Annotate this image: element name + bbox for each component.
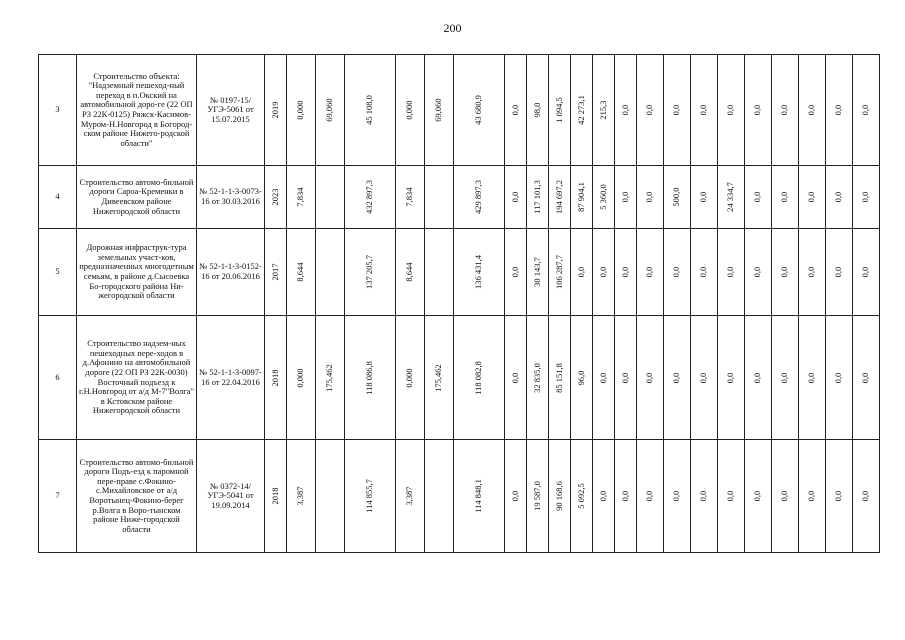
estimated-cost-text: 137 205,7 (364, 255, 375, 289)
financing-value-text: 24 334,7 (725, 182, 736, 212)
financing-value (571, 229, 593, 316)
estimated-cost-text: 118 086,8 (364, 360, 375, 395)
capacity-km-text: 0,000 (295, 367, 306, 388)
financing-value-text: 0,0 (597, 372, 608, 383)
financing-value (527, 229, 549, 316)
financing-value-text: 87 904,1 (575, 182, 586, 212)
financing-value (549, 440, 571, 553)
financing-value-text: 0,0 (806, 104, 817, 116)
financing-value (691, 440, 718, 553)
commission-year (265, 55, 287, 166)
row-number: 4 (39, 166, 77, 229)
capacity-km (287, 55, 316, 166)
financing-value (799, 316, 826, 440)
financing-value (853, 229, 880, 316)
financing-value (745, 229, 772, 316)
financing-value (637, 55, 664, 166)
financing-value-text: 0,0 (619, 191, 630, 203)
financing-value (593, 55, 615, 166)
financing-value-text: 0,0 (752, 191, 763, 203)
commission-year (265, 316, 287, 440)
expertise-document: № 52-1-1-3-0097-16 от 22.04.2016 (197, 316, 265, 440)
financing-value-text: 0,0 (725, 104, 736, 116)
commission-year-text: 2017 (269, 263, 280, 281)
financing-value (691, 229, 718, 316)
financing-value-text: 0,0 (698, 266, 709, 278)
financing-value-text: 194 697,2 (553, 180, 564, 214)
financing-value (505, 166, 527, 229)
expertise-document: № 52-1-1-3-0152-16 от 20.06.2016 (197, 229, 265, 316)
financing-value (664, 55, 691, 166)
financing-value-text: 0,0 (725, 372, 736, 383)
financing-value (826, 55, 853, 166)
financing-value (505, 440, 527, 553)
capacity-pm-text: 175,462 (324, 363, 335, 392)
financing-value-text: 0,0 (509, 372, 520, 383)
estimated-cost-text: 45 108,0 (364, 95, 375, 125)
financing-value (637, 440, 664, 553)
remaining-capacity-km-text: 8,644 (404, 262, 415, 282)
financing-value (718, 440, 745, 553)
financing-value-text: 0,0 (644, 490, 655, 502)
commission-year-text: 2018 (269, 369, 280, 386)
financing-value-text: 0,0 (619, 266, 630, 278)
financing-value-text: 500,0 (671, 187, 682, 207)
financing-value-text: 0,0 (698, 104, 709, 116)
remaining-capacity-km-text: 0,000 (404, 100, 415, 120)
capacity-km (287, 440, 316, 553)
financing-value (593, 229, 615, 316)
remaining-capacity-pm (425, 316, 454, 440)
remaining-capacity-pm (425, 55, 454, 166)
financing-value (593, 166, 615, 229)
table-row (39, 229, 880, 316)
financing-value (593, 440, 615, 553)
financing-value-text: 0,0 (698, 191, 709, 203)
financing-value-text: 0,0 (752, 266, 763, 278)
financing-value-text: 98,0 (531, 102, 542, 118)
financing-value-text: 0,0 (644, 266, 655, 278)
financing-value (718, 316, 745, 440)
page-number: 200 (443, 21, 462, 35)
estimated-cost-text: 432 897,3 (364, 180, 375, 214)
financing-value-text: 0,0 (619, 372, 630, 383)
expertise-document: № 0372-14/УГЭ-5041 от 19.09.2014 (197, 440, 265, 553)
financing-value-text: 5 360,0 (597, 184, 608, 210)
object-description: Дорожная инфраструк-тура земельных участ-ков, предназначенных многодетным семьям, в районе д.Сысоевка Бо-городского района Ни-жегородской области (77, 229, 197, 316)
commission-year-text: 2019 (269, 101, 280, 119)
financing-value (826, 229, 853, 316)
object-description: Строительство надзем-ных пешеходных пере-ходов в д.Афонино на автомобильной дороге (22 ОП РЗ 22К-0030) Восточный подъезд к г.Н.Новгород от а/д М-7"Волга" в Кстовском районе Нижегородской области (77, 316, 197, 440)
financing-value-text: 0,0 (833, 191, 844, 203)
capacity-pm (316, 166, 345, 229)
financing-value-text: 0,0 (644, 104, 655, 116)
financing-value-text: 0,0 (671, 266, 682, 278)
capacity-pm (316, 440, 345, 553)
estimated-cost (345, 229, 396, 316)
financing-value-text: 0,0 (779, 372, 790, 383)
financing-value-text: 106 287,7 (553, 255, 564, 289)
financing-value (615, 166, 637, 229)
capacity-km-text: 7,834 (295, 187, 306, 207)
financing-value (593, 316, 615, 440)
financing-value (799, 166, 826, 229)
commission-year (265, 229, 287, 316)
remaining-capacity-km-text: 3,387 (404, 486, 415, 506)
capacity-km (287, 229, 316, 316)
capacity-pm (316, 229, 345, 316)
remaining-cost-text: 429 897,3 (473, 180, 484, 214)
financing-value (799, 440, 826, 553)
capacity-km (287, 166, 316, 229)
financing-value-text: 0,0 (671, 372, 682, 383)
financing-value-text: 0,0 (860, 266, 871, 278)
remaining-capacity-km (396, 55, 425, 166)
financing-value-text: 0,0 (833, 104, 844, 116)
capacity-pm (316, 316, 345, 440)
financing-value-text: 0,0 (860, 104, 871, 116)
financing-value-text: 0,0 (860, 372, 871, 383)
remaining-capacity-pm-text: 175,462 (433, 363, 444, 392)
remaining-cost (454, 166, 505, 229)
table-row (39, 440, 880, 553)
financing-value-text: 0,0 (698, 372, 709, 383)
table-row (39, 316, 880, 440)
financing-value-text: 0,0 (779, 490, 790, 502)
financing-value (718, 55, 745, 166)
financing-value (826, 166, 853, 229)
financing-value-text: 0,0 (779, 266, 790, 278)
object-description: Строительство автомо-бильной дороги Подъ-езд к паромной пере-праве с.Фокино-с.Михайловское от а/д Воротынец-Фокино-берег р.Волга в Воро-тынском районе Ниже-городской области (77, 440, 197, 553)
financing-value-text: 0,0 (725, 266, 736, 278)
financing-value (571, 316, 593, 440)
financing-value-text: 30 143,7 (531, 257, 542, 287)
row-number: 6 (39, 316, 77, 440)
financing-value-text: 96,0 (575, 370, 586, 385)
commission-year-text: 2018 (269, 487, 280, 505)
estimated-cost (345, 316, 396, 440)
financing-value-text: 0,0 (752, 490, 763, 502)
financing-value (549, 229, 571, 316)
financing-value-text: 0,0 (619, 490, 630, 502)
remaining-capacity-km-text: 0,000 (404, 367, 415, 388)
financing-value (772, 229, 799, 316)
financing-value (691, 55, 718, 166)
financing-value (615, 440, 637, 553)
financing-value (615, 55, 637, 166)
capacity-km-text: 8,644 (295, 262, 306, 282)
financing-value-text: 0,0 (597, 490, 608, 502)
financing-value-text: 215,3 (597, 100, 608, 120)
remaining-capacity-pm (425, 166, 454, 229)
estimated-cost (345, 440, 396, 553)
capacity-km-text: 3,387 (295, 486, 306, 506)
remaining-cost (454, 316, 505, 440)
financing-value-text: 0,0 (833, 372, 844, 383)
table-row (39, 166, 880, 229)
financing-value-text: 90 168,6 (553, 481, 564, 511)
remaining-cost-text: 43 680,9 (473, 95, 484, 125)
object-description: Строительство объекта: "Надземный пешеход-ный переход в п.Окский на автомобильной доро-ге (22 ОП РЗ 22К-0125) Ряжск-Касимов-Муром-Н.Новгород в Богород-ском районе Нижего-родской области" (77, 55, 197, 166)
financing-value-text: 0,0 (779, 191, 790, 203)
financing-value-text: 42 273,1 (575, 95, 586, 125)
capacity-km (287, 316, 316, 440)
financing-value-text: 5 092,5 (575, 483, 586, 509)
financing-value-text: 0,0 (725, 490, 736, 502)
financing-value (571, 55, 593, 166)
financing-value (637, 166, 664, 229)
remaining-cost (454, 55, 505, 166)
table-row (39, 55, 880, 166)
remaining-cost-text: 118 082,8 (473, 360, 484, 395)
capacity-km-text: 0,000 (295, 100, 306, 120)
financing-value (527, 166, 549, 229)
financing-value-text: 0,0 (860, 490, 871, 502)
financing-value (664, 166, 691, 229)
financing-value (718, 229, 745, 316)
financing-value (745, 316, 772, 440)
estimated-cost (345, 166, 396, 229)
remaining-capacity-km (396, 166, 425, 229)
remaining-cost (454, 440, 505, 553)
row-number: 5 (39, 229, 77, 316)
financing-value-text: 0,0 (833, 266, 844, 278)
estimated-cost (345, 55, 396, 166)
financing-value (853, 316, 880, 440)
financing-value-text: 0,0 (509, 191, 520, 203)
financing-value (505, 55, 527, 166)
financing-value (853, 166, 880, 229)
financing-value-text: 0,0 (860, 191, 871, 203)
financing-value (691, 316, 718, 440)
financing-value (549, 166, 571, 229)
financing-value (745, 55, 772, 166)
capacity-pm-text: 69,060 (324, 98, 335, 122)
expertise-document: № 52-1-1-3-0073-16 от 30.03.2016 (197, 166, 265, 229)
remaining-capacity-km-text: 7,834 (404, 187, 415, 207)
financing-value (745, 440, 772, 553)
remaining-capacity-km (396, 229, 425, 316)
financing-value (718, 166, 745, 229)
remaining-capacity-km (396, 316, 425, 440)
remaining-cost (454, 229, 505, 316)
remaining-capacity-km (396, 440, 425, 553)
financing-value (664, 316, 691, 440)
expertise-document: № 0197-15/УГЭ-5061 от 15.07.2015 (197, 55, 265, 166)
financing-value-text: 19 587,0 (531, 481, 542, 511)
remaining-cost-text: 136 431,4 (473, 255, 484, 289)
financing-value-text: 0,0 (671, 490, 682, 502)
financing-value (571, 440, 593, 553)
row-number: 3 (39, 55, 77, 166)
financing-value (527, 55, 549, 166)
financing-value (505, 229, 527, 316)
financing-value (615, 316, 637, 440)
financing-value (615, 229, 637, 316)
remaining-capacity-pm (425, 440, 454, 553)
commission-year (265, 440, 287, 553)
financing-value-text: 0,0 (806, 266, 817, 278)
financing-value (826, 316, 853, 440)
financing-value-text: 0,0 (806, 372, 817, 383)
financing-value-text: 0,0 (698, 490, 709, 502)
financing-value-text: 0,0 (597, 266, 608, 278)
financing-value-text: 0,0 (779, 104, 790, 116)
financing-value (637, 229, 664, 316)
row-number: 7 (39, 440, 77, 553)
financing-value (799, 55, 826, 166)
financing-value-text: 1 094,5 (553, 97, 564, 123)
financing-value (505, 316, 527, 440)
financing-value-text: 0,0 (575, 266, 586, 278)
data-table (38, 54, 880, 553)
financing-value-text: 0,0 (644, 372, 655, 383)
financing-value (549, 316, 571, 440)
financing-value (527, 316, 549, 440)
financing-value-text: 0,0 (509, 104, 520, 116)
financing-value (664, 440, 691, 553)
financing-value (664, 229, 691, 316)
financing-value (571, 166, 593, 229)
object-description: Строительство автомо-бильной дороги Сароа-Кременки в Дивеевском районе Нижегородской области (77, 166, 197, 229)
remaining-capacity-pm-text: 69,060 (433, 98, 444, 122)
financing-value (772, 316, 799, 440)
financing-value-text: 0,0 (671, 104, 682, 116)
financing-value-text: 117 101,3 (531, 180, 542, 214)
financing-value-text: 0,0 (752, 104, 763, 116)
financing-value (853, 440, 880, 553)
financing-value (549, 55, 571, 166)
financing-value (637, 316, 664, 440)
estimated-cost-text: 114 855,7 (364, 479, 375, 513)
financing-value (826, 440, 853, 553)
financing-value-text: 0,0 (619, 104, 630, 116)
financing-value-text: 0,0 (752, 372, 763, 383)
financing-value-text: 0,0 (806, 490, 817, 502)
financing-value (853, 55, 880, 166)
financing-value (772, 440, 799, 553)
commission-year-text: 2023 (269, 188, 280, 206)
financing-value-text: 0,0 (509, 266, 520, 278)
financing-value (745, 166, 772, 229)
financing-value-text: 32 835,0 (531, 362, 542, 393)
financing-value (799, 229, 826, 316)
financing-value (527, 440, 549, 553)
financing-value-text: 0,0 (833, 490, 844, 502)
remaining-cost-text: 114 848,1 (473, 479, 484, 513)
financing-value-text: 0,0 (509, 490, 520, 502)
financing-value-text: 0,0 (644, 191, 655, 203)
commission-year (265, 166, 287, 229)
financing-value-text: 0,0 (806, 191, 817, 203)
financing-value-text: 85 151,8 (553, 362, 564, 393)
financing-value (772, 55, 799, 166)
remaining-capacity-pm (425, 229, 454, 316)
financing-value (772, 166, 799, 229)
capacity-pm (316, 55, 345, 166)
financing-value (691, 166, 718, 229)
